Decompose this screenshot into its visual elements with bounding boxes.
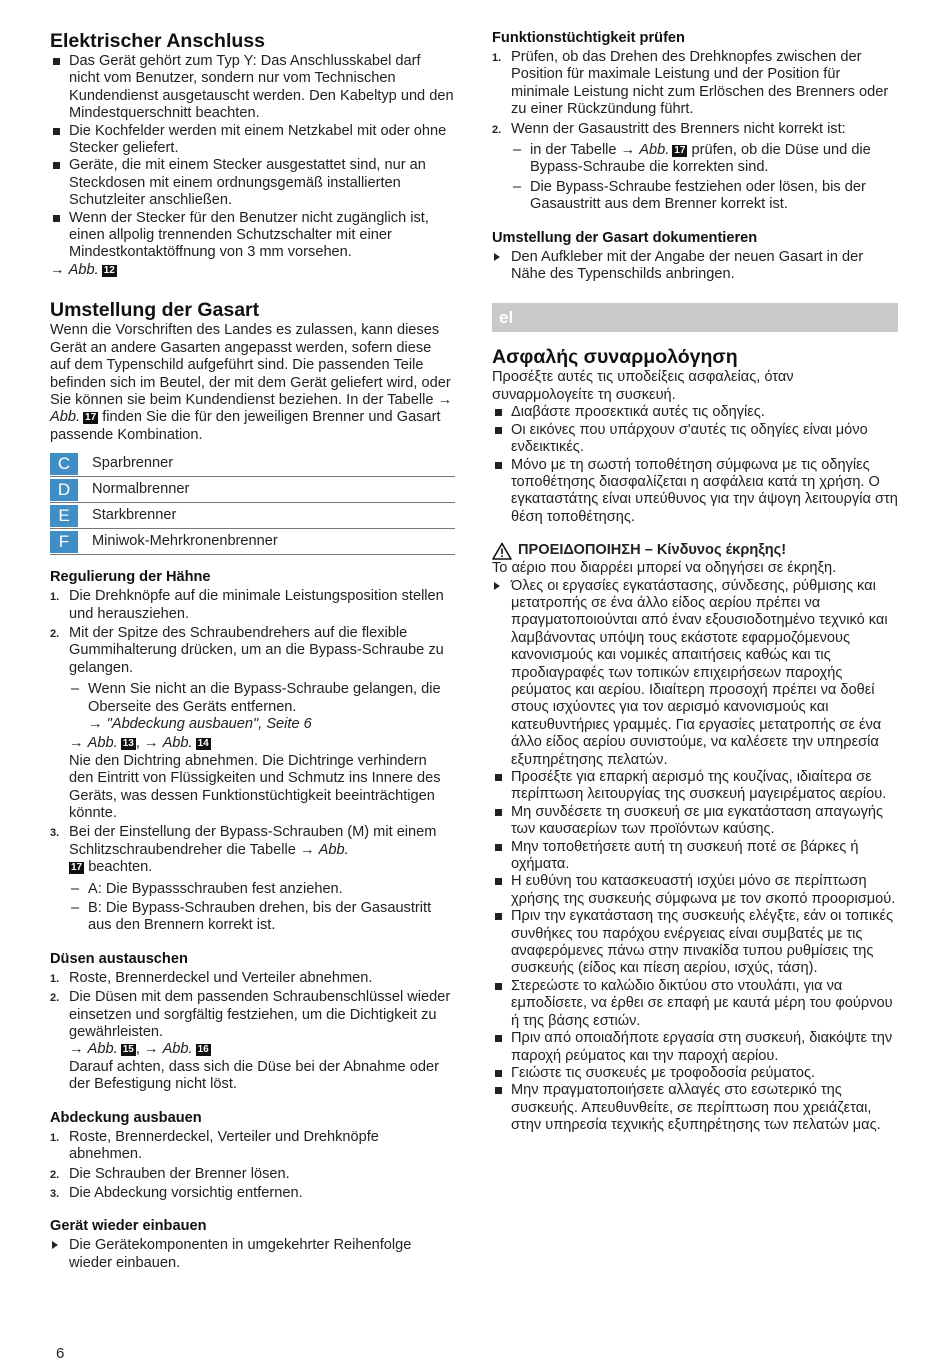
safety-item: Μόνο με τη σωστή τοποθέτηση σύμφωνα με τις οδηγίες τοποθέτησης διασφαλίζεται η ασφάλεια κατά τη χρήση. Ο εγκαταστάτης είναι υπεύθυνος για την άψογη λειτουργία στη θέση τοποθέτησης. xyxy=(492,457,898,527)
dash-list xyxy=(511,142,898,214)
burner-label: Normalbrenner xyxy=(82,477,455,503)
subsection-title-doku: Umstellung der Gasart dokumentieren xyxy=(492,229,758,246)
elec-item: Die Kochfelder werden mit einem Netzkabel mit oder ohne Stecker geliefert. xyxy=(50,123,455,158)
arrow-right-icon: → xyxy=(143,735,159,752)
cross-reference-link[interactable]: "Abdeckung ausbauen", Seite 6 xyxy=(106,715,312,732)
warning-triangle-icon xyxy=(492,542,512,560)
warning-item: Η ευθύνη του κατασκευαστή ισχύει μόνο σε περίπτωση χρήσης της συσκευής σύμφωνα με τον σκοπό προορισμού. xyxy=(492,873,898,908)
step-item: 3. Bei der Einstellung der Bypass-Schrauben (M) mit einem Schlitzschraubendreher die Tabelle → Abb. 17 beachten. – A: Die Bypassschrauben fest anziehen. – B: Die Bypass-Schrauben drehen, bis der Gasaustritt aus den Brennern korrekt ist. xyxy=(50,824,455,934)
figure-number: 16 xyxy=(197,1044,209,1056)
step-text: Roste, Brennerdeckel und Verteiler abnehmen. xyxy=(69,969,373,986)
safety-intro: Προσέξτε αυτές τις υποδείξεις ασφαλείας, όταν συναρμολογείτε τη συσκευή. xyxy=(492,369,794,403)
burner-label: Sparbrenner xyxy=(82,451,455,477)
warning-item: Μην πραγματοποιήσετε αλλαγές στο εσωτερικό της συσκευής. Απευθυνθείτε, σε περίπτωση που χρειάζεται, στην υπηρεσία τεχνικής εξυπηρέτησης των πελατών μας. xyxy=(492,1082,898,1134)
step-item: 3. Die Abdeckung vorsichtig entfernen. xyxy=(50,1184,303,1201)
step-item: 2. Wenn der Gasaustritt des Brenners nicht korrekt ist: – in der Tabelle → Abb. 17 prüfen, ob die Düse und die Bypass-Schraube die korrekten sind. – Die Bypass-Schraube festziehen oder lösen, bis der Gasaustritt aus dem Brenner korrekt ist. xyxy=(492,121,898,214)
figure-number: 13 xyxy=(122,738,134,750)
step-item: 2. Mit der Spitze des Schraubendrehers auf die flexible Gummihalterung drücken, um an die Bypass-Schraube zu gelangen. – Wenn Sie nicht an die Bypass-Schraube gelangen, die Oberseite des Geräts entfernen. → "Abdeckung ausbauen", Seite 6 → Abb. 13 , → Abb. 14 Nie den Dichtring abnehmen. Die Dichtringe verhindern den Eintritt von Flüssigkeiten und Schmutz ins Innere des Geräts, was dessen Funktionstüchtigkeit beeinträchtigen könnte. xyxy=(50,625,455,822)
burner-label: Starkbrenner xyxy=(82,503,455,529)
step-text: Prüfen, ob das Drehen des Drehknopfes zwischen der Position für maximale Leistung und der Position für minimale Leistung nicht zum Erlöschen des Brenners oder zu einer Rückzündung führt. xyxy=(511,49,889,118)
step-text: Roste, Brennerdeckel, Verteiler und Drehknöpfe abnehmen. xyxy=(69,1128,379,1163)
step-item: 1. Prüfen, ob das Drehen des Drehknopfes zwischen der Position für maximale Leistung und der Position für minimale Leistung nicht zum Erlöschen des Brenners oder zu einer Rückzündung führt. xyxy=(492,49,889,118)
warning-title: ΠΡΟΕΙΔΟΠΟΙΗΣΗ – Κίνδυνος έκρηξης! xyxy=(518,542,787,559)
dash-item xyxy=(69,681,455,733)
table-row xyxy=(50,477,455,503)
step-text: Die Schrauben der Brenner lösen. xyxy=(69,1165,290,1182)
list-item: Den Aufkleber mit der Angabe der neuen Gasart in der Nähe des Typenschilds anbringen. xyxy=(492,249,898,284)
arrow-right-icon: → xyxy=(88,715,103,732)
left-column xyxy=(50,30,455,1272)
dash-item xyxy=(511,142,898,177)
arrow-right-icon: → xyxy=(299,841,315,858)
dash-item: – A: Die Bypassschrauben fest anziehen. xyxy=(69,881,455,898)
table-row xyxy=(50,529,455,555)
table-row xyxy=(50,503,455,529)
step-item: 1. Die Drehknöpfe auf die minimale Leistungsposition stellen und herausziehen. xyxy=(50,588,444,622)
step-item: 2. Die Düsen mit dem passenden Schraubenschlüssel wieder einsetzen und sorgfältig festziehen, um die Dichtigkeit zu gewährleisten. → Abb. 15 , → Abb. 16 Darauf achten, dass sich die Düse bei der Abnahme oder der Befestigung nicht löst. xyxy=(50,989,455,1093)
step-text: Die Drehknöpfe auf die minimale Leistungsposition stellen und herausziehen. xyxy=(69,588,444,622)
list-item: Die Gerätekomponenten in umgekehrter Reihenfolge wieder einbauen. xyxy=(50,1237,455,1272)
haehne-steps xyxy=(50,588,455,935)
step-text: Mit der Spitze des Schraubendrehers auf die flexible Gummihalterung drücken, um an die Bypass-Schraube zu gelangen. xyxy=(69,624,444,676)
subsection-title-einbauen: Gerät wieder einbauen xyxy=(50,1218,207,1235)
abb-label: Abb. xyxy=(639,142,670,159)
safety-list xyxy=(492,404,898,526)
warning-item: Πριν από οποιαδήποτε εργασία στη συσκευή, διακόψτε την παροχή ρεύματος και την παροχή αερίου. xyxy=(492,1030,898,1065)
dash-list xyxy=(69,881,455,935)
figure-number: 17 xyxy=(674,145,686,157)
step-text: Die Abdeckung vorsichtig entfernen. xyxy=(69,1184,303,1201)
arrow-right-icon: → xyxy=(620,142,636,159)
subsection-title-haehne: Regulierung der Hähne xyxy=(50,569,211,586)
dash-text: Wenn Sie nicht an die Bypass-Schraube gelangen, die Oberseite des Geräts entfernen. xyxy=(88,681,441,715)
arrow-right-icon: → xyxy=(69,735,84,752)
figure-number: 12 xyxy=(103,264,115,276)
step-text: Bei der Einstellung der Bypass-Schrauben (M) mit einem Schlitzschraubendreher die Tabelle xyxy=(69,824,437,858)
abb-label: Abb. xyxy=(162,1041,193,1058)
subsection-title-abdeckung: Abdeckung ausbauen xyxy=(50,1109,202,1126)
burner-code: C xyxy=(50,453,78,475)
funktion-steps xyxy=(492,49,898,214)
subsection-title-duesen: Düsen austauschen xyxy=(50,950,188,967)
elec-item: Wenn der Stecker für den Benutzer nicht zugänglich ist, einen allpolig trennenden Schutzschalter mit einer Mindestkontaktöffnung von 3 mm vorsehen. xyxy=(50,210,455,262)
warning-item: Πριν την εγκατάσταση της συσκευής ελέγξτε, εάν οι τοπικές συνθήκες του παρόχου ενέργειας είναι συμβατές με τις αναφερόμενες πάνω στην πινακίδα τυπου ρυθμίσεις της συσκευής (είδος και πίεση αερίου, ισχύς, τάση). xyxy=(492,908,898,978)
section-title-umstellung-gasart: Umstellung der Gasart xyxy=(50,299,260,322)
duesen-steps xyxy=(50,970,455,1094)
elec-figure-ref xyxy=(50,262,455,279)
elec-item: Geräte, die mit einem Stecker ausgestattet sind, nur an Steckdosen mit einem ordnungsgemäß installierten Schutzleiter anschließen. xyxy=(50,157,455,209)
table-row xyxy=(50,451,455,477)
gas-body xyxy=(50,322,455,444)
dash-text: prüfen, ob die Düse und die Bypass-Schraube die korrekten sind. xyxy=(530,142,871,176)
step-note: Nie den Dichtring abnehmen. Die Dichtringe verhindern den Eintritt von Flüssigkeiten und Schmutz ins Innere des Geräts, was dessen Funktionstüchtigkeit beeinträchtigen könnte. xyxy=(69,752,441,821)
dash-text: in der Tabelle xyxy=(530,142,617,159)
warning-item: Γειώστε τις συσκευές με τροφοδοσία ρεύματος. xyxy=(492,1065,898,1082)
page-number: 6 xyxy=(56,1345,65,1362)
subsection-title-funktion: Funktionstüchtigkeit prüfen xyxy=(492,30,685,46)
safety-item: Οι εικόνες που υπάρχουν σ'αυτές τις οδηγίες είναι μόνο ενδεικτικές. xyxy=(492,422,898,457)
warning-intro: Το αέριο που διαρρέει μπορεί να οδηγήσει σε έκρηξη. xyxy=(492,560,837,577)
arrow-right-icon: → xyxy=(50,261,65,278)
warning-item: Στερεώστε το καλώδιο δικτύου στο ντουλάπι, για να εμποδίσετε, να έρθει σε επαφή με καυτά μέρη του φούρνου ή της βάσης εστιών. xyxy=(492,978,898,1030)
elec-bullet-list xyxy=(50,53,455,262)
step-item: 2. Die Schrauben der Brenner lösen. xyxy=(50,1165,290,1182)
figure-number: 17 xyxy=(71,862,83,874)
dash-list xyxy=(69,681,455,733)
gas-body-text-b: finden Sie die für den jeweiligen Brenner und Gasart passende Kombination. xyxy=(50,409,441,443)
burner-code: D xyxy=(50,479,78,501)
abb-label: Abb. xyxy=(87,735,118,752)
step-note: Darauf achten, dass sich die Düse bei der Abnahme oder der Befestigung nicht löst. xyxy=(69,1058,439,1093)
safety-item: Διαβάστε προσεκτικά αυτές τις οδηγίες. xyxy=(492,404,898,421)
burner-code: F xyxy=(50,531,78,553)
figure-number: 14 xyxy=(197,738,209,750)
arrow-right-icon: → xyxy=(437,391,453,408)
warning-tri-list xyxy=(492,578,898,769)
warning-item: Μην τοποθετήσετε αυτή τη συσκευή ποτέ σε βάρκες ή οχήματα. xyxy=(492,839,898,874)
abdeckung-steps xyxy=(50,1129,455,1203)
burner-table xyxy=(50,451,455,555)
abb-label: Abb. xyxy=(318,841,349,858)
figure-number: 17 xyxy=(85,412,97,424)
figure-refs: → Abb. 15 , → Abb. 16 xyxy=(69,1041,209,1058)
abb-label: Abb. xyxy=(50,409,81,426)
figure-number: 15 xyxy=(122,1044,134,1056)
section-title-safety: Ασφαλής συναρμολόγηση xyxy=(492,346,738,369)
burner-label: Miniwok-Mehrkronenbrenner xyxy=(82,529,455,555)
language-bar: el xyxy=(492,303,898,332)
warning-bullet-list xyxy=(492,769,898,1135)
step-item: 1. Roste, Brennerdeckel, Verteiler und Drehknöpfe abnehmen. xyxy=(50,1128,379,1163)
step-text: Wenn der Gasaustritt des Brenners nicht korrekt ist: xyxy=(511,120,846,137)
warning-item: Προσέξτε για επαρκή αερισμό της κουζίνας, ιδιαίτερα σε περίπτωση λειτουργίας της συσκευή μαγειρέματος αερίου. xyxy=(492,769,898,804)
figure-refs: → Abb. 13 , → Abb. 14 xyxy=(69,735,209,752)
abb-label: Abb. xyxy=(68,261,99,278)
gas-body-text-a: Wenn die Vorschriften des Landes es zulassen, kann dieses Gerät an andere Gasarten angepasst werden, sofern diese auf dem Typenschild aufgeführt sind. Die passenden Teile befinden sich im Beutel, der mit dem Gerät geliefert wird, oder Sie können sie beim Kundendienst beziehen. In der Tabelle xyxy=(50,322,451,408)
arrow-right-icon: → xyxy=(143,1041,159,1058)
abb-label: Abb. xyxy=(87,1041,118,1058)
step-text: Die Düsen mit dem passenden Schraubenschlüssel wieder einsetzen und sorgfältig festziehen, um die Dichtigkeit zu gewährleisten. xyxy=(69,989,451,1041)
section-title-elektrischer-anschluss: Elektrischer Anschluss xyxy=(50,30,265,52)
elec-item: Das Gerät gehört zum Typ Y: Das Anschlusskabel darf nicht vom Benutzer, sondern nur vom Technischen Kundendienst ausgetauscht werden. Den Kabeltyp und den Mindestquerschnitt beachten. xyxy=(50,53,455,123)
arrow-right-icon: → xyxy=(69,1041,84,1058)
abb-label: Abb. xyxy=(162,735,193,752)
warning-heading xyxy=(492,542,898,560)
dash-item: – B: Die Bypass-Schrauben drehen, bis der Gasaustritt aus den Brennern korrekt ist. xyxy=(69,900,455,935)
list-item: Όλες οι εργασίες εγκατάστασης, σύνδεσης, ρύθμισης και μετατροπής σε ένα άλλο είδος αερίου πρέπει να πραγματοποιούνται από έναν εξουσιοδοτημένο τεχνικό και λαμβάνοντας υπόψη τους εκάστοτε εφαρμοζόμενους κανονισμούς και νομικές απαιτήσεις καθώς και τις προδιαγραφές των τοπικών επιχειρήσεων παροχής ρεύματος και αερίου. Ιδιαίτερη προσοχή πρέπει να δοθεί στους ισχύοντες για τον αερισμό κανονισμούς και κατευθυντήριες γραμμές. Για εργασίες μετατροπής σε ένα άλλο είδος αερίου συνιστούμε, να καλέσετε την υπηρεσία εξυπηρέτησης πελατών. xyxy=(492,578,898,769)
warning-item: Μη συνδέσετε τη συσκευή σε μια εγκατάσταση απαγωγής των καυσαερίων των προϊόντων καύσης. xyxy=(492,804,898,839)
einbauen-list xyxy=(50,1237,455,1272)
burner-code: E xyxy=(50,505,78,527)
step-item: 1. Roste, Brennerdeckel und Verteiler abnehmen. xyxy=(50,969,373,986)
right-column xyxy=(492,30,898,1135)
doku-list xyxy=(492,249,898,284)
step-text: beachten. xyxy=(88,859,153,876)
dash-item: – Die Bypass-Schraube festziehen oder lösen, bis der Gasaustritt aus dem Brenner korrekt ist. xyxy=(511,179,898,214)
